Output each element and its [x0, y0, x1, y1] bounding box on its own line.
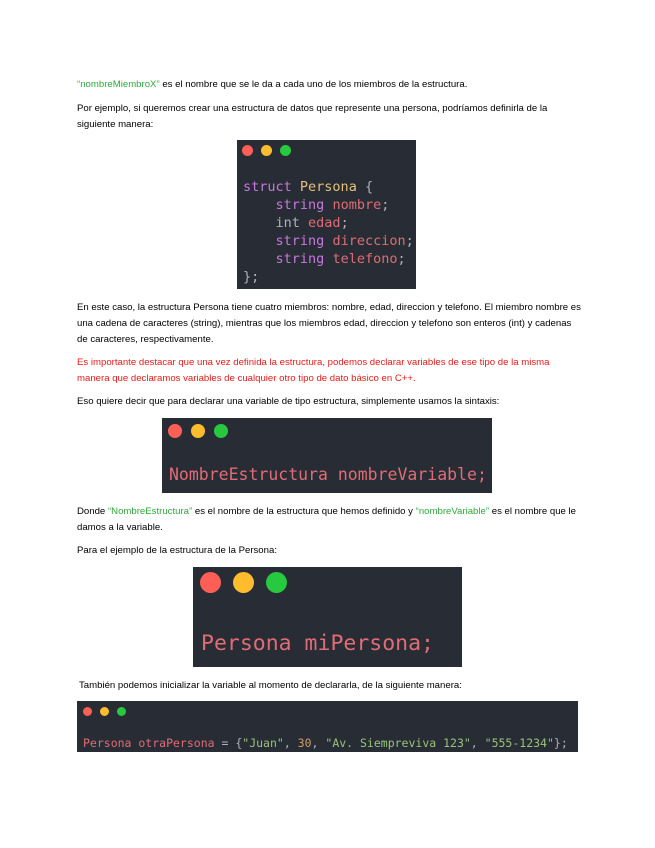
code-string: "Juan" — [242, 736, 284, 750]
member-name-highlight: nombreMiembroX — [80, 79, 157, 90]
code-comma: , — [311, 736, 326, 750]
paragraph-example-intro: Por ejemplo, si queremos crear una estructura de datos que represente una persona, podríamos definirla de la siguiente manera: — [77, 103, 548, 130]
struct-name-highlight: NombreEstructura — [111, 506, 189, 517]
code-struct-text: struct Persona { string nombre; int edad; string direccion; string telefono; }; — [243, 179, 414, 285]
yellow-dot-icon — [191, 424, 205, 438]
code-closing: }; — [553, 736, 568, 750]
code-number: 30 — [297, 736, 312, 750]
code-operator: = { — [214, 736, 243, 750]
close-quote: ” — [485, 506, 490, 517]
paragraph-text: es el nombre que le damos a la variable. — [77, 506, 576, 533]
code-field-name: edad — [308, 215, 341, 231]
open-quote: “ — [77, 79, 81, 90]
paragraph-where — [77, 504, 582, 536]
code-var-decl: Persona otraPersona — [83, 736, 215, 750]
paragraph-person-example: Para el ejemplo de la estructura de la Persona: — [77, 545, 277, 556]
code-block-person-var — [193, 567, 462, 667]
code-person-var-text: Persona miPersona; — [201, 631, 434, 656]
green-dot-icon — [280, 145, 291, 156]
code-block-initialize — [77, 701, 578, 752]
paragraph-text: es el nombre que se le da a cada uno de los miembros de la estructura. — [159, 79, 468, 90]
variable-name-highlight: nombreVariable — [418, 506, 486, 517]
code-string: "555-1234" — [484, 736, 554, 750]
paragraph-struct-explanation: En este caso, la estructura Persona tiene cuatro miembros: nombre, edad, direccion y telefono. El miembro nombre es una cadena de caracteres (string), mientras que los miembros edad, direccion y telefono son enteros (int) y cadenas de caracteres, respectivamente. — [77, 302, 581, 345]
code-comma: , — [283, 736, 298, 750]
code-syntax-text: NombreEstructura nombreVariable; — [169, 465, 487, 484]
green-dot-icon — [214, 424, 228, 438]
code-brace: { — [356, 179, 374, 195]
code-field-name: nombre — [332, 197, 382, 213]
code-comma: , — [470, 736, 485, 750]
code-field-type: int — [275, 215, 300, 231]
yellow-dot-icon — [233, 572, 254, 593]
red-dot-icon — [83, 707, 92, 716]
close-quote: ” — [188, 506, 193, 517]
code-field-name: direccion — [332, 233, 406, 249]
code-field-type: string — [275, 251, 325, 267]
paragraph-text: es el nombre de la estructura que hemos definido y — [192, 506, 416, 517]
green-dot-icon — [117, 707, 126, 716]
code-struct-name: Persona — [299, 179, 357, 195]
open-quote: “ — [107, 506, 112, 517]
code-closing: }; — [243, 269, 260, 285]
red-dot-icon — [200, 572, 221, 593]
paragraph-syntax-intro: Eso quiere decir que para declarar una variable de tipo estructura, simplemente usamos la sintaxis: — [77, 396, 500, 407]
paragraph-important-note: Es importante destacar que una vez definida la estructura, podemos declarar variables de ese tipo de la misma manera que declaramos variables de cualquier otro tipo de dato básico en C++. — [77, 357, 550, 384]
close-quote: ” — [156, 79, 160, 90]
code-field-type: string — [275, 233, 325, 249]
code-block-struct — [237, 140, 416, 289]
code-block-syntax — [162, 418, 492, 493]
code-keyword: struct — [243, 179, 292, 195]
green-dot-icon — [266, 572, 287, 593]
paragraph-text: Donde — [77, 506, 108, 517]
yellow-dot-icon — [100, 707, 109, 716]
yellow-dot-icon — [261, 145, 272, 156]
paragraph-initialize: También podemos inicializar la variable al momento de declararla, de la siguiente manera: — [79, 680, 462, 691]
code-field-type: string — [275, 197, 325, 213]
code-field-name: telefono — [332, 251, 398, 267]
code-initialize-text — [83, 736, 568, 750]
code-string: "Av. Siempreviva 123" — [325, 736, 471, 750]
red-dot-icon — [168, 424, 182, 438]
paragraph-member-name — [77, 77, 582, 93]
red-dot-icon — [242, 145, 253, 156]
open-quote: “ — [415, 506, 419, 517]
